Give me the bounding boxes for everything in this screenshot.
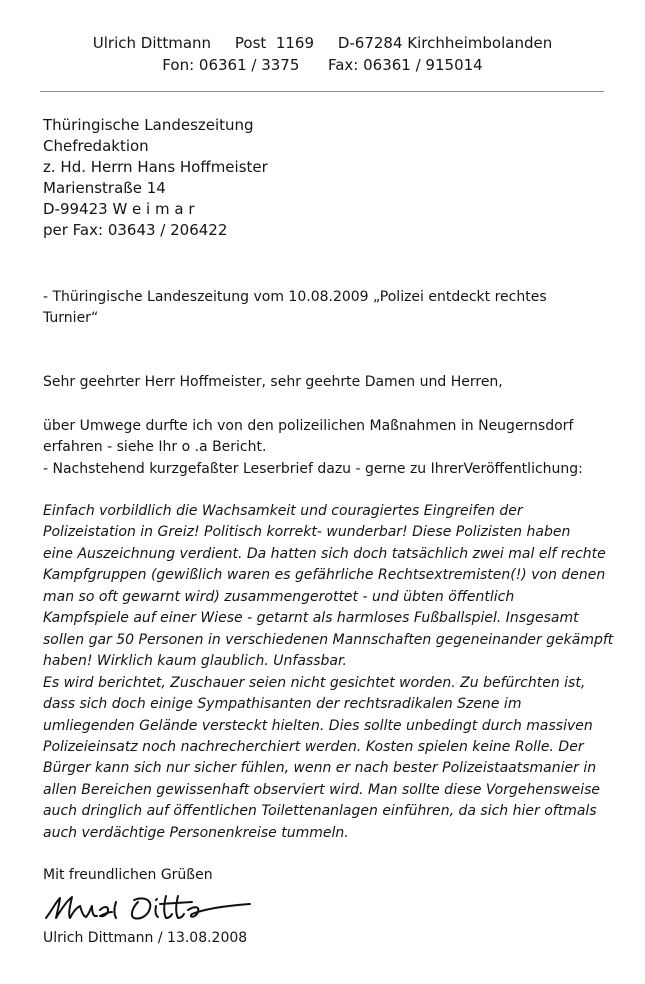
sender-contact-line: Fon: 06361 / 3375 Fax: 06361 / 915014 xyxy=(162,56,483,74)
body-line: Einfach vorbildlich die Wachsamkeit und couragiertes Eingreifen der xyxy=(43,503,523,519)
body-line: sollen gar 50 Personen in verschiedenen Mannschaften gegeneinander gekämpft xyxy=(43,631,614,648)
closing: Mit freundlichen Grüßen xyxy=(43,867,213,883)
body-line: man so oft gewarnt wird) zusammengerottet - und übten öffentlich xyxy=(43,588,515,605)
body-line: haben! Wirklich kaum glaublich. Unfassbar. xyxy=(43,653,347,670)
recipient-line: z. Hd. Herrn Hans Hoffmeister xyxy=(43,158,268,176)
body-line: dass sich doch einige Sympathisanten der rechtsradikalen Szene im xyxy=(43,696,522,713)
recipient-line: per Fax: 03643 / 206422 xyxy=(43,221,228,239)
salutation: Sehr geehrter Herr Hoffmeister, sehr geehrte Damen und Herren, xyxy=(43,374,503,390)
intro-line: erfahren - siehe Ihr o .a Bericht. xyxy=(43,439,267,456)
body-line: umliegenden Gelände versteckt hielten. Dies sollte unbedingt durch massiven xyxy=(43,717,593,734)
body-line: Kampfgruppen (gewißlich waren es gefährliche Rechtsextremisten(!) von denen xyxy=(43,567,606,584)
body-line: Polizeistation in Greiz! Politisch korrekt- wunderbar! Diese Polizisten haben xyxy=(43,524,571,541)
header-divider xyxy=(40,91,604,92)
body-line: Polizeieinsatz noch nachrecherchiert werden. Kosten spielen keine Rolle. Der xyxy=(43,738,584,755)
subject-line: - Thüringische Landeszeitung vom 10.08.2009 „Polizei entdeckt rechtes xyxy=(43,289,547,305)
subject-line: Turnier“ xyxy=(43,310,99,327)
body-line: Bürger kann sich nur sicher fühlen, wenn er nach bester Polizeistaatsmanier in xyxy=(43,760,597,777)
body-line: auch dringlich auf öffentlichen Toilettenanlagen einführen, da sich hier oftmals xyxy=(43,803,597,820)
letter-body xyxy=(43,501,613,844)
subject-reference xyxy=(43,287,547,330)
body-line: Kampfspiele auf einer Wiese - getarnt als harmloses Fußballspiel. Insgesamt xyxy=(43,610,579,627)
sender-address-line: Ulrich Dittmann Post 1169 D-67284 Kirchheimbolanden xyxy=(92,34,553,52)
intro-line: - Nachstehend kurzgefaßter Leserbrief dazu - gerne zu IhrerVeröffentlichung: xyxy=(43,460,583,477)
body-line: allen Bereichen gewissenhaft observiert wird. Man sollte diese Vorgehensweise xyxy=(43,781,601,798)
recipient-line: D-99423 W e i m a r xyxy=(43,200,195,218)
intro-line: über Umwege durfte ich von den polizeilichen Maßnahmen in Neugernsdorf xyxy=(43,418,574,434)
recipient-address xyxy=(43,115,268,241)
signature-name-date: Ulrich Dittmann / 13.08.2008 xyxy=(43,930,248,946)
recipient-line: Marienstraße 14 xyxy=(43,179,166,197)
recipient-line: Chefredaktion xyxy=(43,137,149,155)
intro-paragraph xyxy=(43,416,583,480)
body-line: eine Auszeichnung verdient. Da hatten sich doch tatsächlich zwei mal elf rechte xyxy=(43,545,606,562)
body-line: auch verdächtige Personenkreise tummeln. xyxy=(43,824,349,841)
recipient-line: Thüringische Landeszeitung xyxy=(43,116,254,134)
body-line: Es wird berichtet, Zuschauer seien nicht gesichtet worden. Zu befürchten ist, xyxy=(43,674,586,691)
handwritten-signature xyxy=(42,888,262,928)
